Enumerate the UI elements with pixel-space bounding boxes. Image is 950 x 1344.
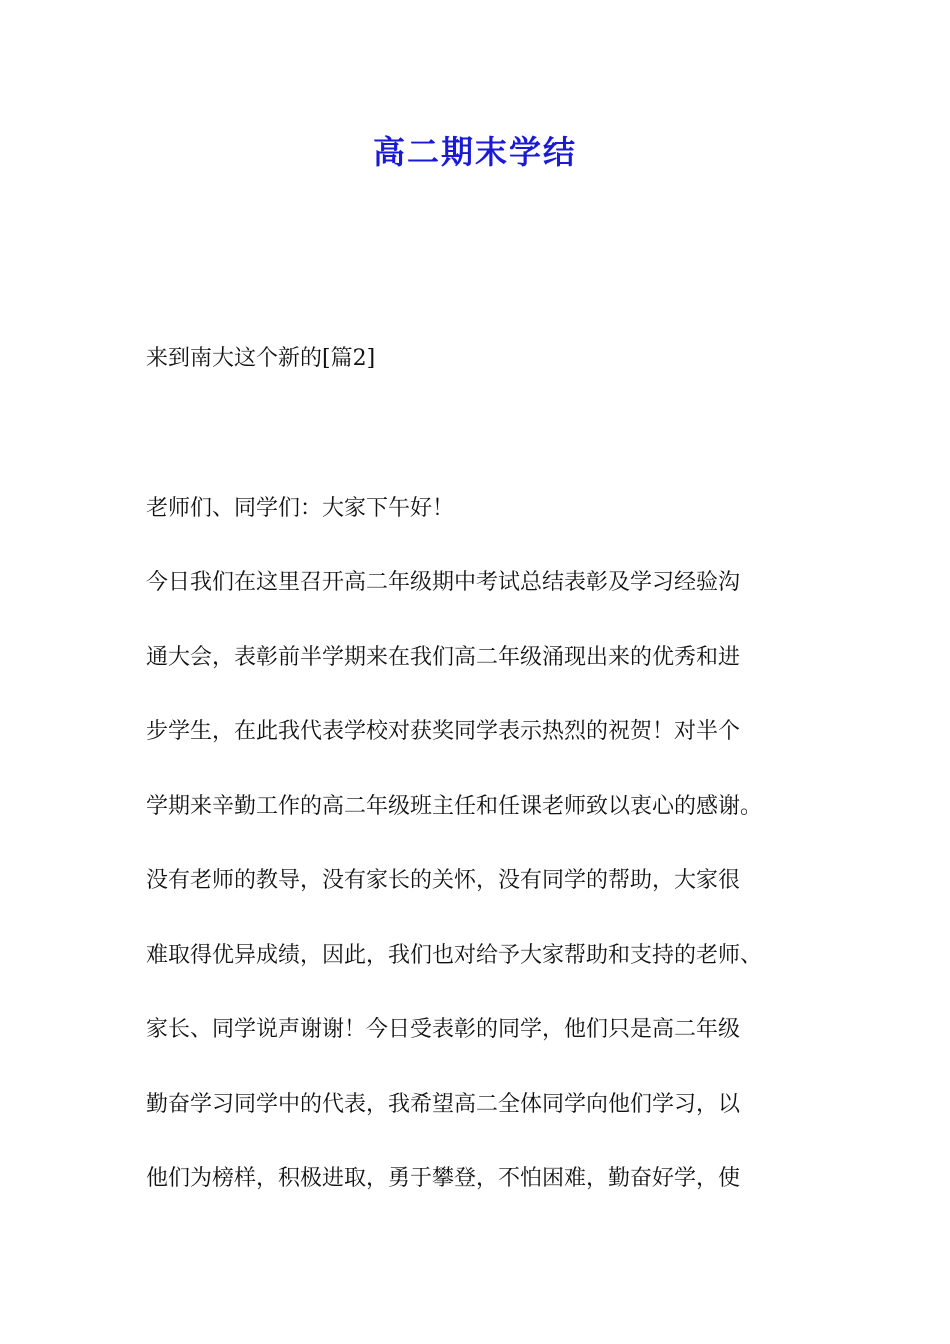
text-line: 家长、同学说声谢谢！今日受表彰的同学，他们只是高二年级	[146, 1017, 741, 1042]
text-line: 今日我们在这里召开高二年级期中考试总结表彰及学习经验沟	[146, 570, 741, 595]
text-line: 他们为榜样，积极进取，勇于攀登，不怕困难，勤奋好学，使	[146, 1166, 741, 1191]
text-line: 通大会，表彰前半学期来在我们高二年级涌现出来的优秀和进	[146, 645, 741, 670]
document-title: 高二期末学结	[372, 133, 577, 171]
text-line-greeting: 老师们、同学们：大家下午好！	[146, 496, 455, 521]
text-line: 难取得优异成绩，因此，我们也对给予大家帮助和支持的老师、	[146, 943, 763, 968]
text-line: 没有老师的教导，没有家长的关怀，没有同学的帮助，大家很	[146, 868, 741, 893]
text-line: 学期来辛勤工作的高二年级班主任和任课老师致以衷心的感谢。	[146, 794, 763, 819]
text-line: 勤奋学习同学中的代表，我希望高二全体同学向他们学习，以	[146, 1092, 741, 1117]
section-heading: 来到南大这个新的[篇2]	[146, 346, 376, 371]
text-line: 步学生，在此我代表学校对获奖同学表示热烈的祝贺！对半个	[146, 719, 741, 744]
